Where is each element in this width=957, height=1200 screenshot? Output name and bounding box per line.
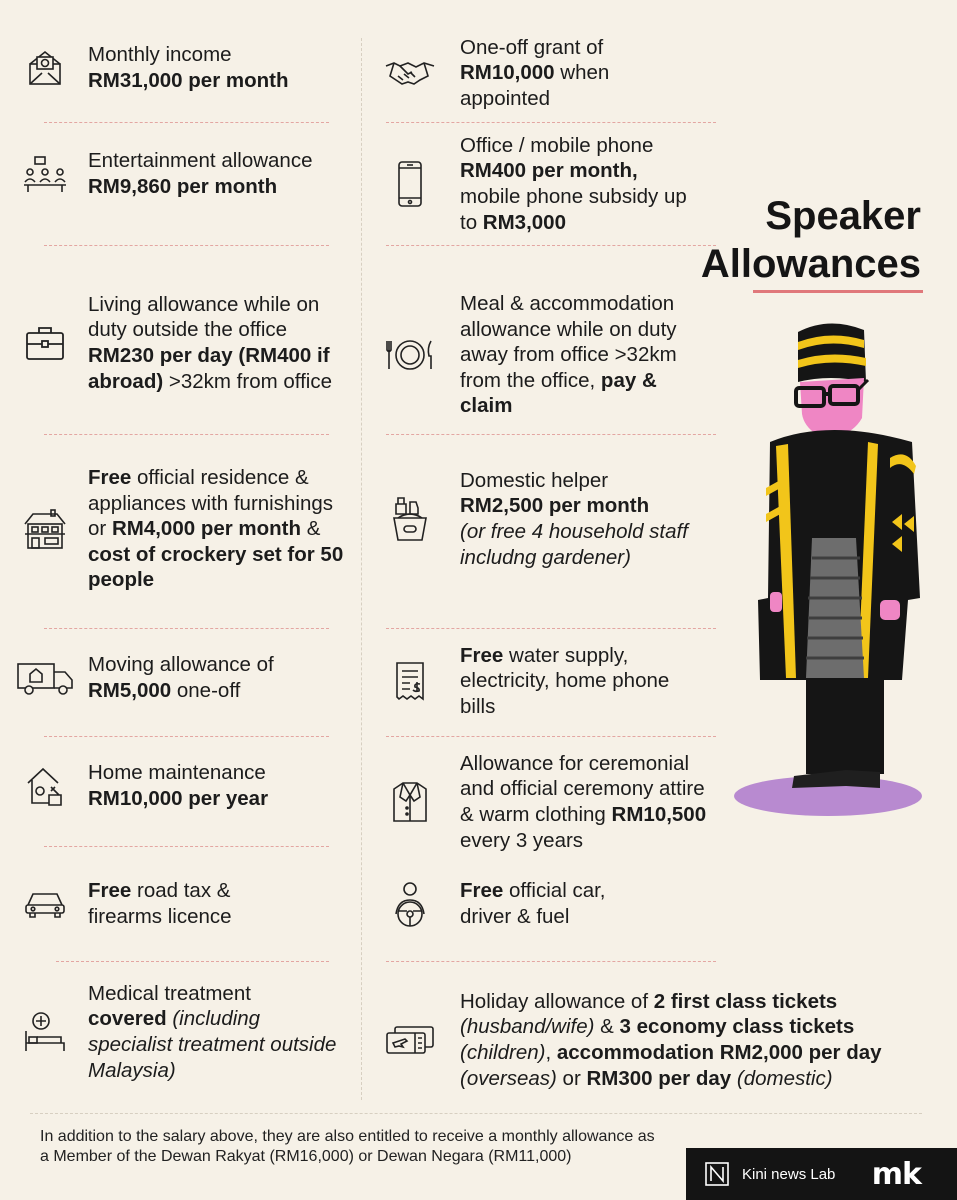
separator [44, 434, 329, 435]
allowance-phone [382, 132, 712, 236]
allowance-entertainment [20, 146, 350, 202]
highlight-text: RM300 per day [586, 1066, 732, 1090]
handshake-icon [382, 58, 438, 88]
item-text-run: water supply, electricity, home phone bills [460, 643, 670, 718]
item-text-run: (including specialist treatment outside Malaysia) [88, 1007, 337, 1082]
allowance-attire [382, 750, 722, 854]
salary-envelope-icon [20, 48, 70, 88]
flight-tickets-icon [382, 1025, 438, 1055]
column-divider [361, 38, 362, 1100]
highlight-text: RM400 per month, [460, 159, 638, 183]
highlight-text: RM9,860 per month [88, 175, 278, 198]
highlight-text: accommodation RM2,000 per day [556, 1041, 882, 1064]
bottom-separator [30, 1113, 922, 1114]
item-text-run: every 3 years [460, 828, 584, 852]
meal-plate-icon [382, 338, 438, 372]
allowance-meal [382, 290, 722, 420]
item-text [88, 878, 232, 929]
item-text [460, 989, 888, 1091]
item-text-run: Living allowance while on duty outside the office [88, 292, 320, 342]
allowance-home-maintenance [20, 758, 350, 814]
item-text [460, 468, 690, 570]
hospital-bed-icon [20, 1011, 70, 1053]
item-text-run: or [556, 1066, 587, 1090]
item-text [460, 133, 700, 235]
separator [386, 122, 716, 123]
briefcase-icon [20, 324, 70, 362]
highlight-text: cost of crockery set for 50 people [88, 542, 344, 592]
highlight-text: RM10,500 [611, 803, 707, 826]
allowance-domestic-helper [382, 454, 712, 584]
item-text-run: (or free 4 household staff includng gardener) [460, 520, 688, 569]
title-underline [753, 290, 923, 293]
highlight-text: RM3,000 [482, 210, 566, 234]
bill-receipt-icon [382, 661, 438, 701]
separator [44, 245, 329, 246]
brand-logo: mk [871, 1156, 921, 1192]
separator [386, 628, 716, 629]
item-text-run: official car, [503, 879, 606, 903]
item-text-run: Holiday allowance of [460, 989, 654, 1013]
highlight-text: Free [88, 879, 132, 903]
item-text-run: Medical treatment [88, 981, 251, 1005]
allowance-official-car [382, 876, 712, 932]
item-text-run: Entertainment allowance [88, 149, 313, 173]
item-text [460, 878, 605, 929]
highlight-text: Free [460, 879, 504, 903]
footnote: In addition to the salary above, they are also entitled to receive a monthly allowance as a Member of the Dewan Rakyat (RM16,000) or Dewan Negara (RM11,000) [40, 1128, 655, 1165]
allowance-monthly-income [20, 40, 350, 96]
separator [44, 122, 329, 123]
separator [56, 961, 329, 962]
item-text [88, 760, 268, 811]
item-text-run: , [545, 1041, 557, 1064]
item-text-run: one-off [171, 679, 241, 702]
highlight-text: RM230 per day (RM400 if abroad) [88, 344, 330, 393]
item-text-run: (children) [460, 1041, 546, 1064]
item-text-run: Domestic helper [460, 468, 609, 492]
item-text-run: >32km from office [163, 369, 333, 393]
house-icon [20, 508, 70, 550]
item-text [88, 42, 289, 93]
highlight-text: pay & claim [460, 368, 657, 418]
item-text [88, 465, 350, 593]
speaker-illustration [730, 318, 930, 825]
allowance-moving [14, 650, 344, 706]
highlight-text: RM5,000 [88, 679, 172, 702]
item-text-run: (husband/wife) [460, 1015, 595, 1039]
allowance-road-tax [20, 876, 350, 932]
item-text-run: mobile phone subsidy up to [460, 185, 687, 234]
highlight-text: RM10,000 per year [88, 787, 269, 810]
allowance-one-off-grant [382, 34, 712, 112]
highlight-text: RM31,000 per month [88, 69, 289, 92]
title-line-1: Speaker [765, 194, 921, 238]
item-text [460, 643, 670, 720]
separator [386, 434, 716, 435]
item-text [88, 148, 313, 199]
car-icon [20, 889, 70, 919]
brand-name: Kini news Lab [742, 1165, 836, 1183]
allowance-holiday [382, 975, 892, 1105]
item-text-run: official residence & appliances with furnishings or [88, 466, 333, 541]
item-text-run: One-off grant of [460, 35, 604, 59]
separator [44, 736, 329, 737]
item-text-run: & [594, 1015, 620, 1039]
item-text-run: & [301, 517, 321, 541]
moving-truck-icon [14, 660, 76, 696]
highlight-text: RM10,000 [460, 61, 555, 85]
page-title [701, 192, 921, 288]
highlight-text: covered [88, 1007, 167, 1031]
allowance-residence [20, 452, 355, 606]
brand-bar [686, 1148, 957, 1200]
highlight-text: Free [460, 643, 504, 667]
separator [386, 736, 716, 737]
meeting-people-icon [20, 154, 70, 194]
item-text [460, 751, 722, 853]
highlight-text: RM2,500 per month [460, 494, 650, 518]
suit-jacket-icon [382, 781, 438, 823]
highlight-text: RM4,000 per month [111, 517, 302, 541]
kini-news-lab-logo-icon [704, 1161, 730, 1187]
item-text-run: Office / mobile phone [460, 133, 654, 157]
item-text [88, 292, 350, 394]
item-text-run: firearms licence [88, 905, 232, 928]
item-text-run: when appointed [460, 61, 610, 110]
title-line-2: Allowances [700, 242, 921, 286]
item-text [460, 291, 712, 419]
driver-steering-icon [382, 880, 438, 928]
separator [386, 961, 716, 962]
item-text-run: Monthly income [88, 43, 232, 67]
item-text-run: Home maintenance [88, 761, 266, 785]
separator [44, 846, 329, 847]
separator [386, 245, 716, 246]
highlight-text: 2 first class tickets [653, 989, 838, 1013]
item-text-run: Moving allowance of [88, 653, 274, 677]
item-text [88, 652, 274, 703]
home-repair-icon [20, 765, 70, 807]
allowance-medical [20, 980, 355, 1084]
item-text-run: road tax & [131, 879, 231, 903]
highlight-text: 3 economy class tickets [619, 1015, 855, 1039]
allowance-utility-bills [382, 642, 712, 720]
item-text-run: Meal & accommodation allowance while on duty away from office >32km from the office, [460, 292, 677, 392]
item-text [460, 35, 680, 112]
item-text-run: (overseas) [460, 1066, 557, 1090]
cleaning-bucket-icon [382, 496, 438, 542]
highlight-text: Free [88, 466, 132, 490]
allowance-living [20, 278, 355, 408]
separator [44, 628, 329, 629]
item-text-run: driver & fuel [460, 905, 570, 928]
item-text [88, 981, 338, 1083]
item-text-run: (domestic) [731, 1066, 833, 1090]
item-text-run: Allowance for ceremonial and official ceremony attire & warm clothing [460, 751, 705, 826]
mobile-phone-icon [382, 160, 438, 208]
